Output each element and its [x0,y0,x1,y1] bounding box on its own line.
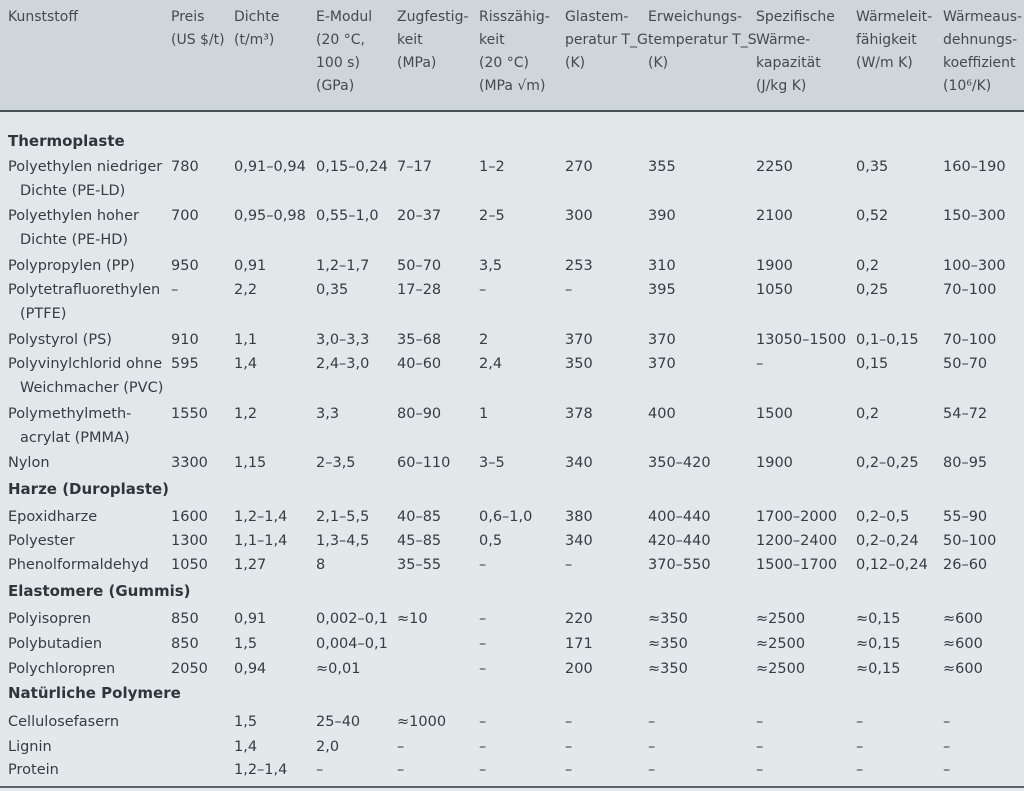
col-header-waermeleitfaehigkeit [856,6,932,75]
header-line: Wärmeaus- [943,9,1023,25]
table-cell: 80–95 [943,455,988,471]
row-name [8,529,75,553]
header-line: 100 s) [316,55,360,71]
table-cell: 0,002–0,1 [316,611,388,627]
header-line: temperatur T_S [648,32,757,48]
header-line: (20 °C, [316,32,365,48]
row-name [8,451,50,475]
table-cell: 780 [171,159,199,175]
header-line: (t/m³) [234,32,275,48]
table-cell: 0,55–1,0 [316,208,379,224]
table-cell: 1050 [756,282,793,298]
table-cell: 26–60 [943,557,988,573]
table-cell: 2 [479,332,489,348]
table-cell: 40–60 [397,356,442,372]
row-name-line: Polybutadien [8,636,103,652]
table-cell: 55–90 [943,509,988,525]
row-name-line: Cellulosefasern [8,714,120,730]
header-line: (10⁶/K) [943,78,992,94]
row-name-line: Lignin [8,739,52,755]
table-cell: 1050 [171,557,208,573]
table-cell: 355 [648,159,676,175]
table-cell: 0,2–0,5 [856,509,910,525]
table-cell: 370 [565,332,593,348]
table-cell: 54–72 [943,406,988,422]
header-line: Wärmeleit- [856,9,933,25]
table-cell: – [479,636,487,652]
table-cell: 13050–1500 [756,332,847,348]
header-line: (J/kg K) [756,78,807,94]
table-cell: 1,1 [234,332,258,348]
table-cell: – [648,762,656,778]
table-cell: 370 [648,356,676,372]
table-cell: ≈10 [397,611,428,627]
row-name-line: (PTFE) [20,306,67,322]
table-cell: 378 [565,406,593,422]
row-name [8,402,131,450]
table-cell: 2,4 [479,356,503,372]
table-cell: 45–85 [397,533,442,549]
header-line: (MPa) [397,55,437,71]
table-cell: 340 [565,455,593,471]
table-cell: 395 [648,282,676,298]
table-cell: 3,0–3,3 [316,332,370,348]
table-cell: 310 [648,258,676,274]
table-cell: – [397,739,405,755]
row-name [8,735,52,759]
table-cell: 0,12–0,24 [856,557,928,573]
header-line: (GPa) [316,78,355,94]
table-cell: – [479,739,487,755]
table-cell: 3300 [171,455,208,471]
table-cell: 3,5 [479,258,503,274]
table-cell: 850 [171,636,199,652]
header-line: kapazität [756,55,821,71]
table-cell: 1,2–1,4 [234,762,288,778]
table-cell: 400–440 [648,509,711,525]
table-cell: ≈0,15 [856,636,901,652]
table-cell: 340 [565,533,593,549]
col-header-preis [171,6,225,52]
table-cell: 2,0 [316,739,340,755]
table-cell: ≈600 [943,661,983,677]
row-name [8,204,139,252]
table-cell: 35–55 [397,557,442,573]
row-name-line: Protein [8,762,59,778]
table-cell: 0,2–0,24 [856,533,919,549]
table-cell: 60–110 [397,455,451,471]
table-cell: ≈0,15 [856,611,901,627]
table-cell: – [648,714,656,730]
table-cell: – [565,762,573,778]
table-cell: 1–2 [479,159,505,175]
table-cell: 50–70 [943,356,988,372]
row-name [8,352,163,400]
header-line: (MPa √m) [479,78,546,94]
table-cell: – [397,762,405,778]
table-cell: 7–17 [397,159,432,175]
table-cell: 1,2–1,4 [234,509,288,525]
row-name-line: Polyisopren [8,611,92,627]
table-cell: 1,4 [234,739,258,755]
col-header-dichte [234,6,279,52]
col-header-waermeausdehnung [943,6,1022,98]
table-cell: 0,15 [856,356,889,372]
row-name-line: Polypropylen (PP) [8,258,135,274]
table-cell: 0,1–0,15 [856,332,919,348]
table-cell: ≈350 [648,636,688,652]
table-cell: 70–100 [943,332,997,348]
table-cell: 25–40 [316,714,361,730]
header-line: keit [479,32,505,48]
col-header-glastemperatur [565,6,648,75]
row-name-line: Polychloropren [8,661,116,677]
table-cell: – [171,282,179,298]
table-cell: – [479,714,487,730]
table-cell: – [756,714,764,730]
table-cell: – [943,739,951,755]
table-cell: 253 [565,258,593,274]
table-cell: – [756,356,764,372]
header-line: dehnungs- [943,32,1018,48]
row-name-line: Polymethylmeth- [8,406,132,422]
table-cell: 1200–2400 [756,533,838,549]
table-cell: 350 [565,356,593,372]
table-cell: ≈350 [648,611,688,627]
table-cell: – [943,762,951,778]
row-name-line: Dichte (PE-HD) [20,232,129,248]
row-name-line: Dichte (PE-LD) [20,183,126,199]
table-cell: 370–550 [648,557,711,573]
table-cell: 0,95–0,98 [234,208,306,224]
row-name-line: Weichmacher (PVC) [20,380,164,396]
table-cell: 380 [565,509,593,525]
table-cell: ≈1000 [397,714,447,730]
row-name-line: Polyester [8,533,75,549]
row-name [8,505,97,529]
table-cell: 0,2 [856,406,880,422]
table-cell: 80–90 [397,406,442,422]
table-cell: 0,2–0,25 [856,455,919,471]
table-cell: 200 [565,661,593,677]
table-cell: 2250 [756,159,793,175]
header-line: Wärme- [756,32,811,48]
header-line: Dichte [234,9,280,25]
header-line: Spezifische [756,9,835,25]
row-name-line: Nylon [8,455,50,471]
header-line: keit [397,32,423,48]
header-line: (W/m K) [856,55,913,71]
table-cell: – [479,282,487,298]
table-cell: 910 [171,332,199,348]
table-cell: 2–5 [479,208,505,224]
col-header-erweichungstemperatur [648,6,757,75]
table-cell: – [856,762,864,778]
table-cell: ≈0,15 [856,661,901,677]
table-cell: 1550 [171,406,208,422]
header-line: Zugfestig- [397,9,469,25]
table-cell: 171 [565,636,593,652]
header-line: (K) [565,55,586,71]
table-cell: 1,3–4,5 [316,533,370,549]
row-name [8,632,102,656]
table-cell: ≈2500 [756,661,806,677]
header-line: peratur T_G [565,32,648,48]
table-cell: 3–5 [479,455,505,471]
table-cell: 50–100 [943,533,997,549]
table-cell: 35–68 [397,332,442,348]
table-header [0,0,1024,112]
table-cell: ≈600 [943,636,983,652]
table-cell: – [856,714,864,730]
table-cell: – [565,714,573,730]
table-cell: 1500–1700 [756,557,838,573]
header-line: (K) [648,55,669,71]
table-cell: 700 [171,208,199,224]
table-cell: – [565,739,573,755]
table-cell: – [479,661,487,677]
table-cell: 1,2–1,7 [316,258,370,274]
section-title: Thermoplaste [8,132,125,150]
table-cell: 40–85 [397,509,442,525]
table-cell: – [565,282,573,298]
row-name [8,278,160,326]
header-line: Kunststoff [8,9,79,25]
table-cell: 400 [648,406,676,422]
row-name [8,607,91,631]
row-name-line: Phenolformaldehyd [8,557,149,573]
table-cell: – [756,739,764,755]
section-title: Harze (Duroplaste) [8,480,170,498]
header-line: koeffizient [943,55,1016,71]
table-cell: 1900 [756,258,793,274]
header-line: fähigkeit [856,32,917,48]
table-cell: 2–3,5 [316,455,356,471]
table-cell: – [648,739,656,755]
table-cell: 8 [316,557,326,573]
header-line: Risszähig- [479,9,550,25]
table-cell: 2,1–5,5 [316,509,370,525]
table-cell: 595 [171,356,199,372]
row-name-line: Polytetrafluorethylen [8,282,161,298]
table-cell: 0,25 [856,282,889,298]
row-name-line: Polyethylen hoher [8,208,139,224]
table-cell: 1,5 [234,636,258,652]
table-cell: 160–190 [943,159,1006,175]
table-cell: 2100 [756,208,793,224]
section-title: Elastomere (Gummis) [8,582,191,600]
table-cell: 0,004–0,1 [316,636,388,652]
header-line: Preis [171,9,205,25]
table-cell: 2,4–3,0 [316,356,370,372]
table-cell: 350–420 [648,455,711,471]
table-cell: 1700–2000 [756,509,838,525]
row-name-line: Polyvinylchlorid ohne [8,356,163,372]
table-cell: 1900 [756,455,793,471]
row-name [8,328,112,352]
table-cell: 390 [648,208,676,224]
col-header-waermekapazitaet [756,6,835,98]
table-cell: 17–28 [397,282,442,298]
table-cell: ≈0,01 [316,661,361,677]
table-cell: 0,94 [234,661,267,677]
table-cell: – [856,739,864,755]
row-name-line: acrylat (PMMA) [20,430,130,446]
col-header-zugfestigkeit [397,6,469,75]
table-cell: ≈350 [648,661,688,677]
table-cell: 1500 [756,406,793,422]
row-name [8,758,59,782]
table-cell: 50–70 [397,258,442,274]
row-name-line: Polyethylen niedriger [8,159,163,175]
table-cell: 1,5 [234,714,258,730]
row-name [8,657,115,681]
header-line: (20 °C) [479,55,529,71]
table-cell: 0,52 [856,208,889,224]
table-cell: ≈2500 [756,636,806,652]
header-line: (US $/t) [171,32,225,48]
table-cell: 0,5 [479,533,503,549]
table-cell: 950 [171,258,199,274]
table-cell: 1,27 [234,557,267,573]
table-cell: – [565,557,573,573]
bottom-rule [0,786,1024,788]
table-cell: 70–100 [943,282,997,298]
col-header-e-modul [316,6,372,98]
table-cell: ≈2500 [756,611,806,627]
table-cell: – [943,714,951,730]
row-name [8,553,149,577]
table-cell: 1600 [171,509,208,525]
table-cell: 0,91–0,94 [234,159,306,175]
row-name-line: Epoxidharze [8,509,98,525]
table-cell: 0,6–1,0 [479,509,533,525]
row-name [8,710,119,734]
table-cell: 420–440 [648,533,711,549]
table-cell: 100–300 [943,258,1006,274]
table-cell: 1,1–1,4 [234,533,288,549]
col-header-kunststoff [8,6,78,29]
header-line: Glastem- [565,9,629,25]
table-cell: – [479,611,487,627]
table-cell: 150–300 [943,208,1006,224]
section-title: Natürliche Polymere [8,684,181,702]
table-cell: 1300 [171,533,208,549]
table-cell: – [756,762,764,778]
header-line: Erweichungs- [648,9,743,25]
table-cell: 0,91 [234,258,267,274]
table-cell: 0,35 [316,282,349,298]
table-cell: 1,4 [234,356,258,372]
table-cell: 1,2 [234,406,258,422]
table-cell: 270 [565,159,593,175]
table-cell: – [479,557,487,573]
table-cell: 3,3 [316,406,340,422]
table-cell: 300 [565,208,593,224]
table-cell: 0,15–0,24 [316,159,388,175]
table-cell: 2,2 [234,282,258,298]
table-cell: 0,35 [856,159,889,175]
col-header-risszaehigkeit [479,6,550,98]
table-cell: 370 [648,332,676,348]
table-cell: 850 [171,611,199,627]
table-cell: 0,91 [234,611,267,627]
table-cell: 220 [565,611,593,627]
row-name-line: Polystyrol (PS) [8,332,112,348]
table-cell: 20–37 [397,208,442,224]
row-name [8,254,135,278]
table-cell: ≈600 [943,611,983,627]
table-cell: 1,15 [234,455,267,471]
table-cell: – [479,762,487,778]
header-line: E-Modul [316,9,373,25]
row-name [8,155,162,203]
table-cell: 0,2 [856,258,880,274]
table-cell: 1 [479,406,489,422]
table-cell: 2050 [171,661,208,677]
table-cell: – [316,762,324,778]
